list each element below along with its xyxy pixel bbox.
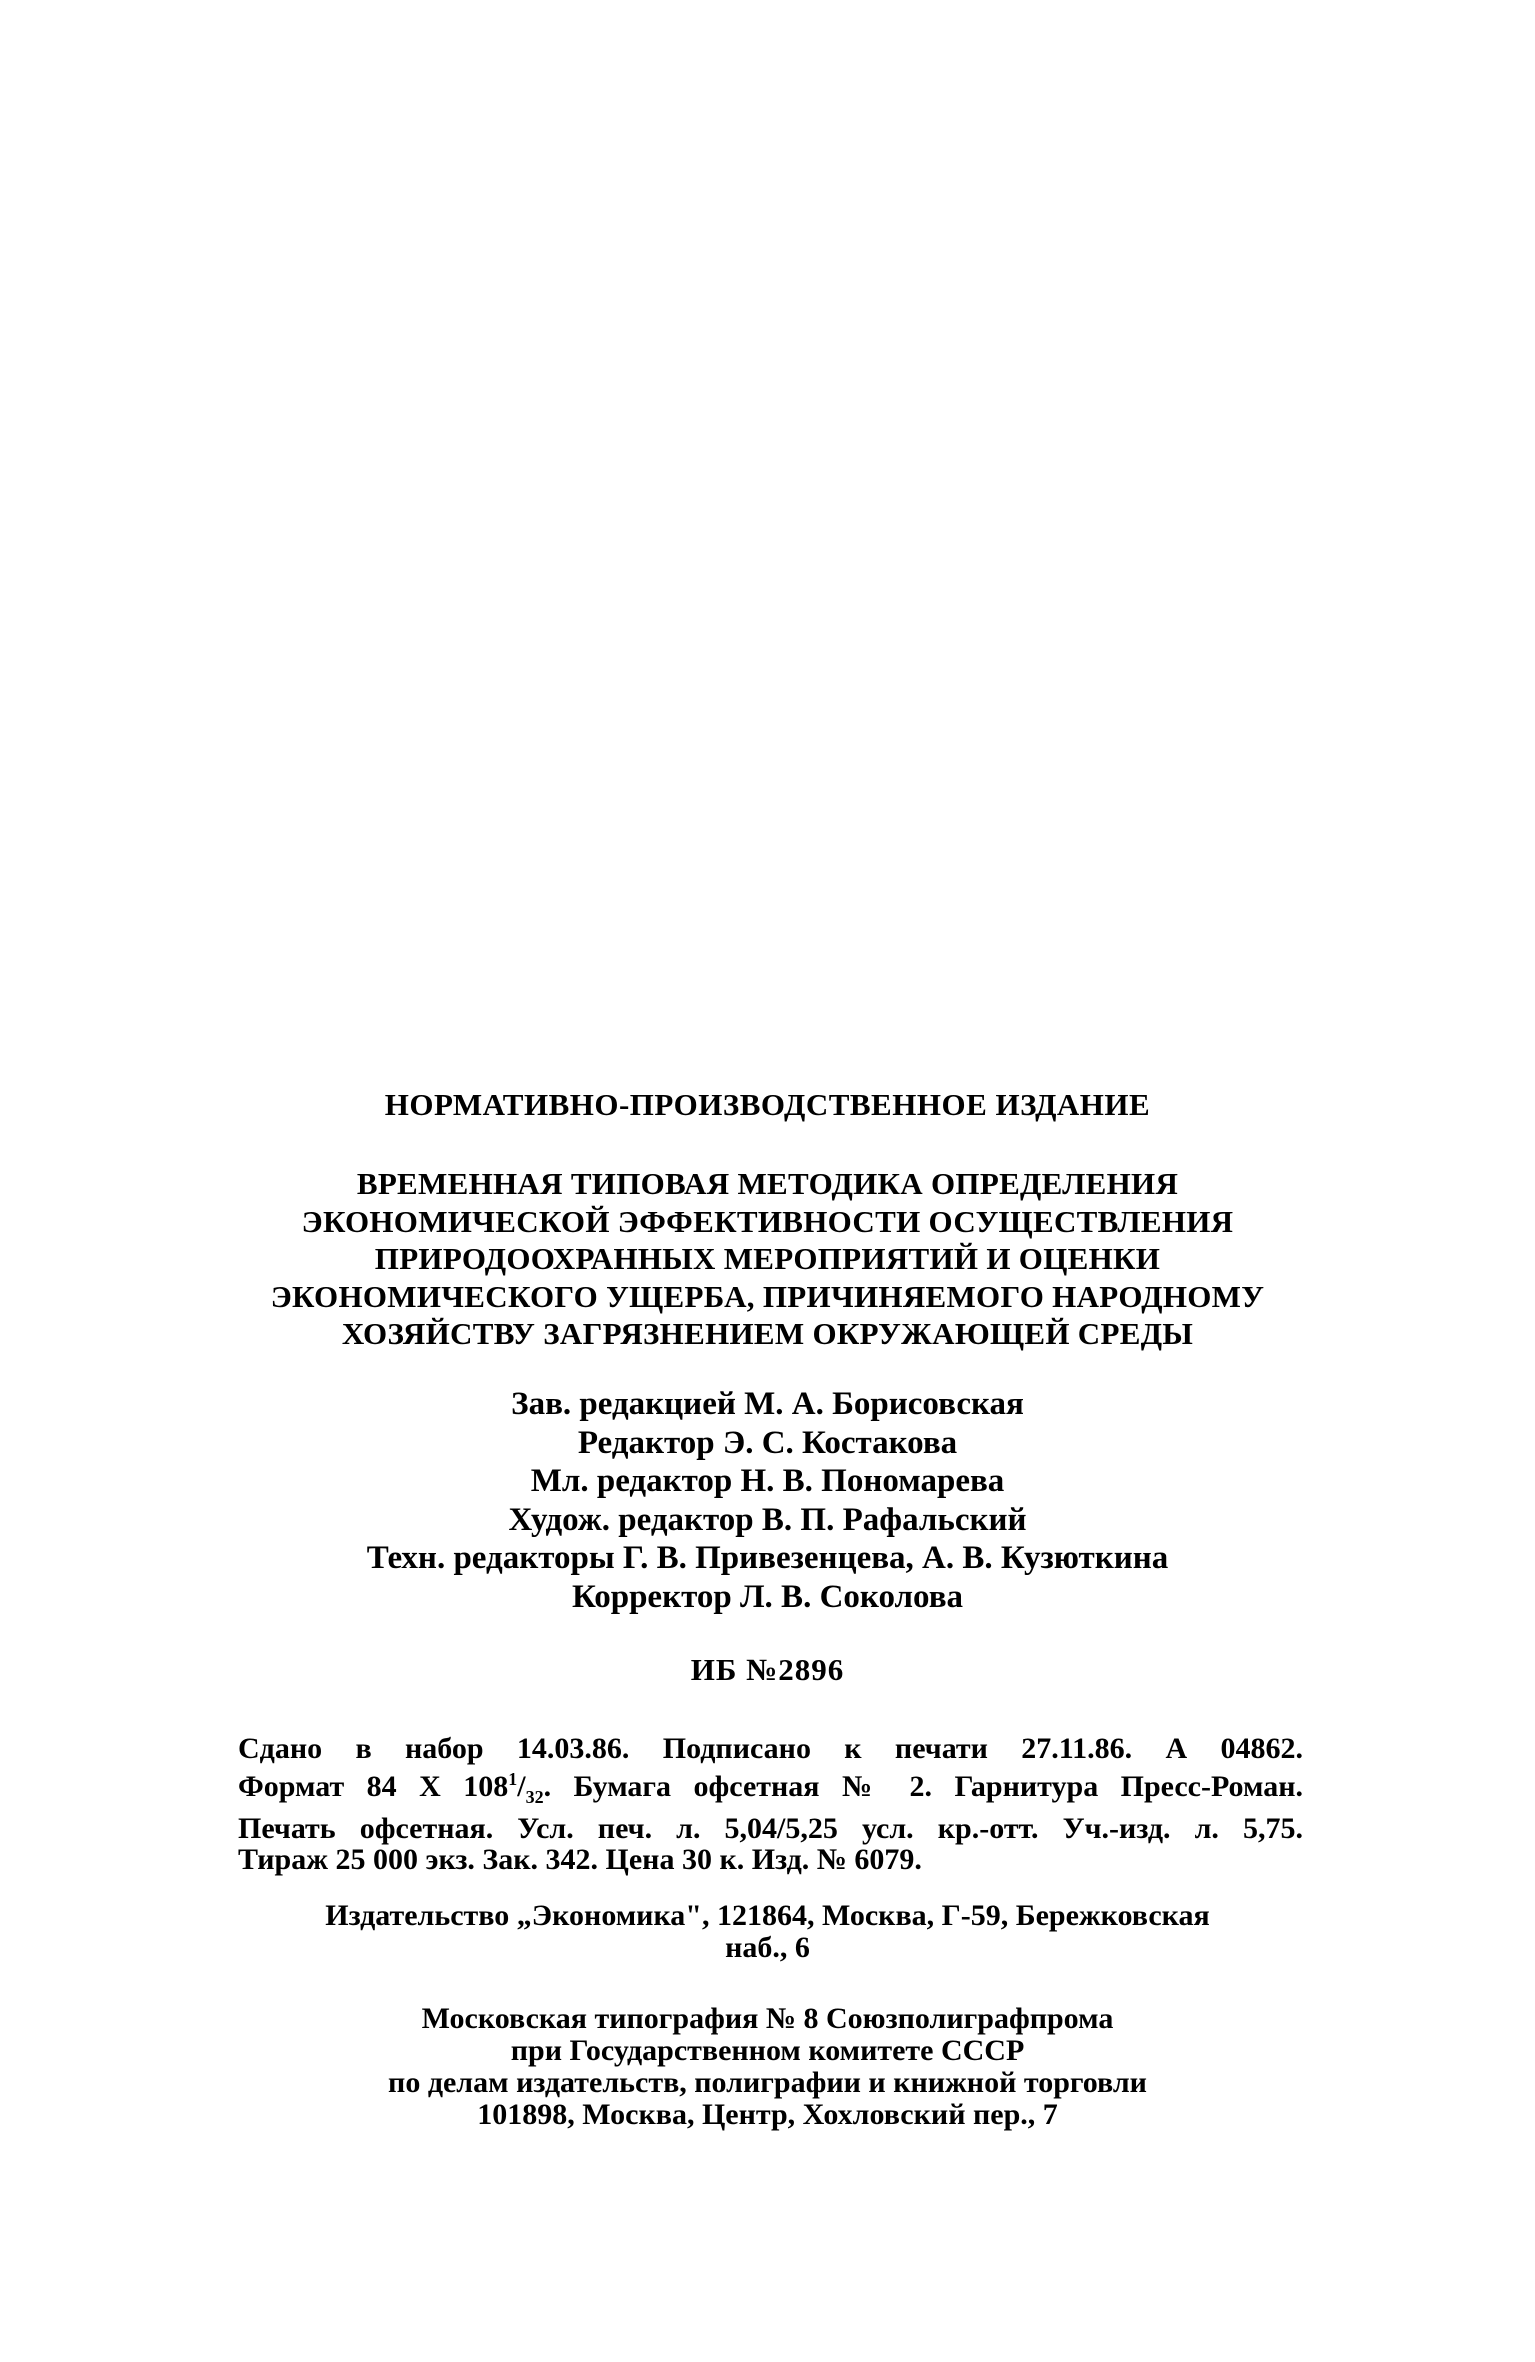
- ib-number: ИБ №2896: [690, 1652, 845, 1687]
- printer-info: [200, 2003, 1335, 2131]
- publisher-line: наб., 6: [725, 1931, 810, 1964]
- printer-line: Московская типография № 8 Союзполиграфпрома: [421, 2002, 1114, 2035]
- imprint-line: Печать офсетная. Усл. печ. л. 5,04/5,25 усл. кр.-отт. Уч.-изд. л. 5,75.: [238, 1812, 1303, 1845]
- publisher-info: [200, 1900, 1335, 1964]
- publisher-line: Издательство „Экономика", 121864, Москва, Г-59, Бережковская: [325, 1899, 1210, 1932]
- format-suffix: . Бумага офсетная № 2. Гарнитура Пресс-Роман.: [543, 1770, 1303, 1803]
- printer-line: при Государственном комитете СССР: [510, 2034, 1025, 2067]
- credit-line: Корректор Л. В. Соколова: [571, 1578, 964, 1615]
- title-line: ПРИРОДООХРАННЫХ МЕРОПРИЯТИЙ И ОЦЕНКИ: [374, 1241, 1161, 1276]
- book-title: [200, 1165, 1335, 1353]
- credit-line: Редактор Э. С. Костакова: [577, 1424, 958, 1461]
- title-line: ЭКОНОМИЧЕСКОГО УЩЕРБА, ПРИЧИНЯЕМОГО НАРОДНОМУ: [270, 1278, 1265, 1314]
- imprint-line: Сдано в набор 14.03.86. Подписано к печати 27.11.86. А 04862.: [238, 1732, 1303, 1765]
- printer-line: 101898, Москва, Центр, Хохловский пер., 7: [477, 2098, 1058, 2131]
- editorial-credits: [200, 1385, 1335, 1616]
- printer-line: по делам издательств, полиграфии и книжной торговли: [388, 2066, 1147, 2099]
- format-fraction-denominator: 32: [525, 1787, 544, 1807]
- imprint-details: [238, 1733, 1303, 1875]
- title-line: ХОЗЯЙСТВУ ЗАГРЯЗНЕНИЕМ ОКРУЖАЮЩЕЙ СРЕДЫ: [341, 1316, 1194, 1351]
- format-prefix: Формат 84 X 108: [238, 1770, 509, 1803]
- title-line: ЭКОНОМИЧЕСКОЙ ЭФФЕКТИВНОСТИ ОСУЩЕСТВЛЕНИЯ: [301, 1203, 1234, 1239]
- credit-line: Худож. редактор В. П. Рафальский: [508, 1501, 1027, 1538]
- imprint-line-format: Формат 84 X $108^1/_{32}$. Бумага офсетная № 2. Гарнитура Пресс-Роман.: [238, 1769, 1303, 1807]
- title-line: ВРЕМЕННАЯ ТИПОВАЯ МЕТОДИКА ОПРЕДЕЛЕНИЯ: [356, 1166, 1179, 1201]
- imprint-line: Тираж 25 000 экз. Зак. 342. Цена 30 к. Изд. № 6079.: [238, 1843, 922, 1876]
- credit-line: Мл. редактор Н. В. Пономарева: [530, 1463, 1005, 1499]
- credit-line: Техн. редакторы Г. В. Привезенцева, А. В. Кузюткина: [366, 1540, 1169, 1576]
- credit-line: Зав. редакцией М. А. Борисовская: [511, 1386, 1024, 1422]
- format-fraction-numerator: 1: [508, 1769, 518, 1789]
- series-label: НОРМАТИВНО-ПРОИЗВОДСТВЕННОЕ ИЗДАНИЕ: [384, 1087, 1151, 1122]
